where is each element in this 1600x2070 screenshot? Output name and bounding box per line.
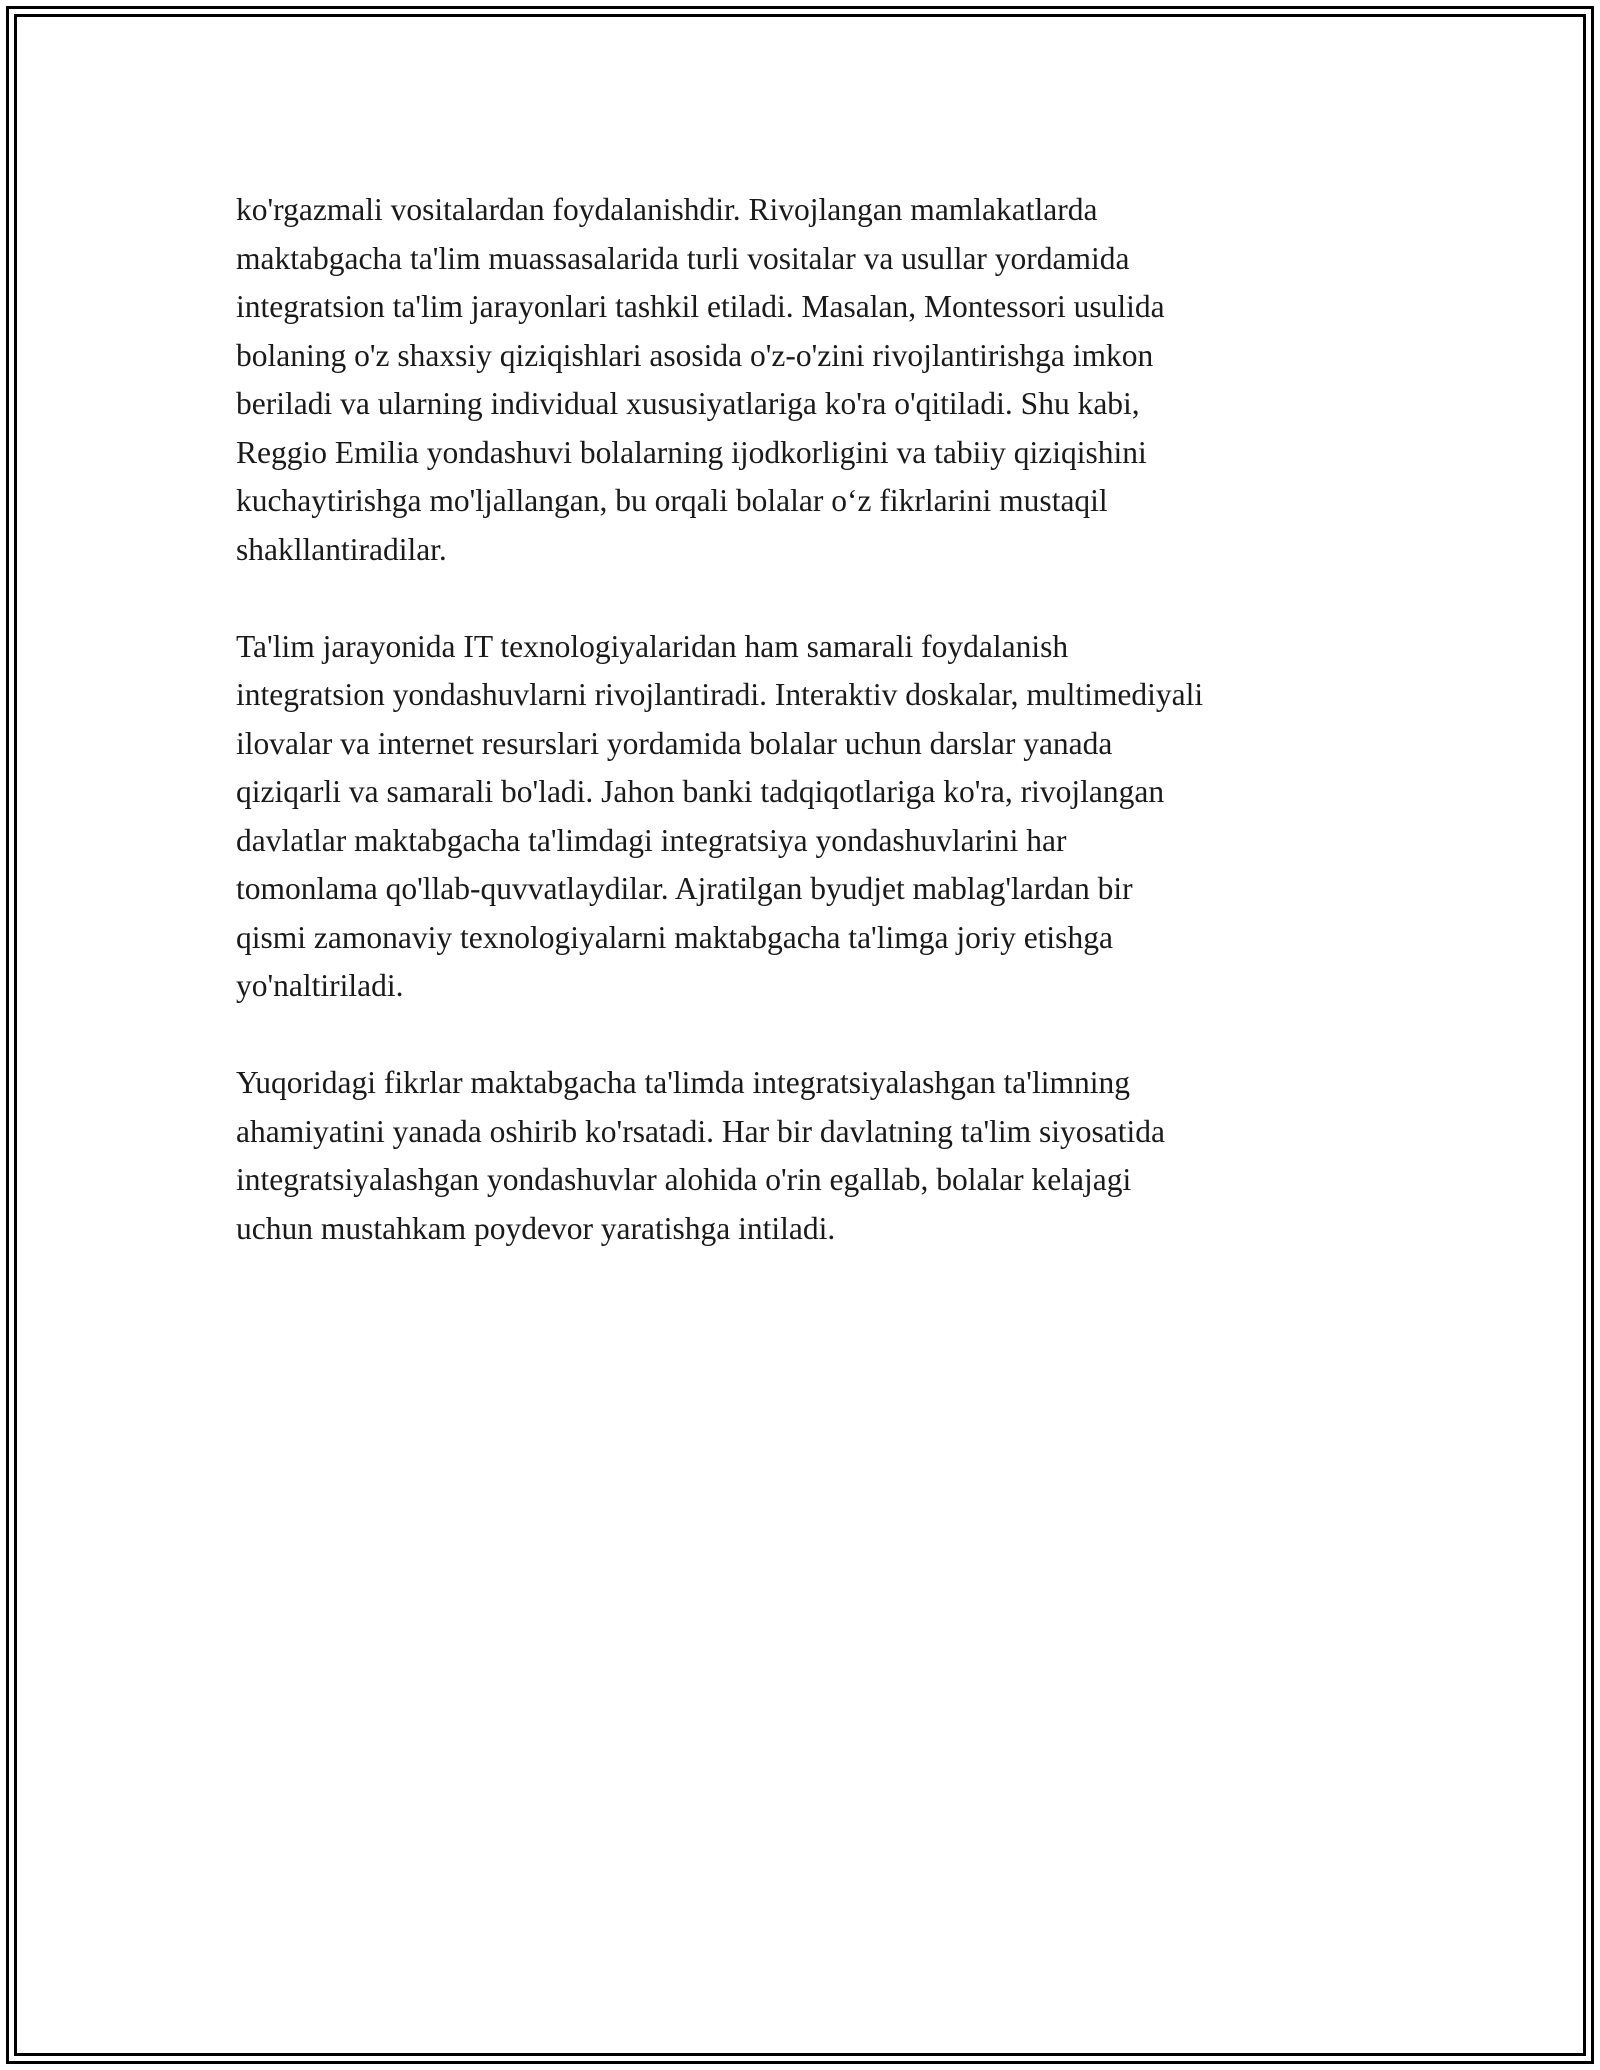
paragraph-3: Yuqoridagi fikrlar maktabgacha ta'limda integratsiyalashgan ta'limning ahamiyatini yanada oshirib ko'rsatadi. Har bir davlatning ta'lim siyosatida integratsiyalashgan yondashuvlar alohida o'rin egallab, bolalar kelajagi uchun mustahkam poydevor yaratishga intiladi. — [236, 1065, 1165, 1246]
paragraph-1: ko'rgazmali vositalardan foydalanishdir. Rivojlangan mamlakatlarda maktabgacha ta'lim muassasalarida turli vositalar va usullar yordamida integratsion ta'lim jarayonlari tashkil etiladi. Masalan, Montessori usulida bolaning o'z shaxsiy qiziqishlari asosida o'z-o'zini rivojlantirishga imkon beriladi va ularning individual xususiyatlariga ko'ra o'qitiladi. Shu kabi, Reggio Emilia yondashuvi bolalarning ijodkorligini va tabiiy qiziqishini kuchaytirishga mo'ljallangan, bu orqali bolalar oʻz fikrlarini mustaqil shakllantiradilar. — [236, 192, 1165, 567]
paragraph-2: Ta'lim jarayonida IT texnologiyalaridan ham samarali foydalanish integratsion yondashuvlarni rivojlantiradi. Interaktiv doskalar, multimediyali ilovalar va internet resurslari yordamida bolalar uchun darslar yanada qiziqarli va samarali bo'ladi. Jahon banki tadqiqotlariga ko'ra, rivojlangan davlatlar maktabgacha ta'limdagi integratsiya yondashuvlarini har tomonlama qo'llab-quvvatlaydilar. Ajratilgan byudjet mablag'lardan bir qismi zamonaviy texnologiyalarni maktabgacha ta'limga joriy etishga yo'naltiriladi. — [236, 628, 1204, 1003]
document-body — [236, 186, 1386, 1302]
